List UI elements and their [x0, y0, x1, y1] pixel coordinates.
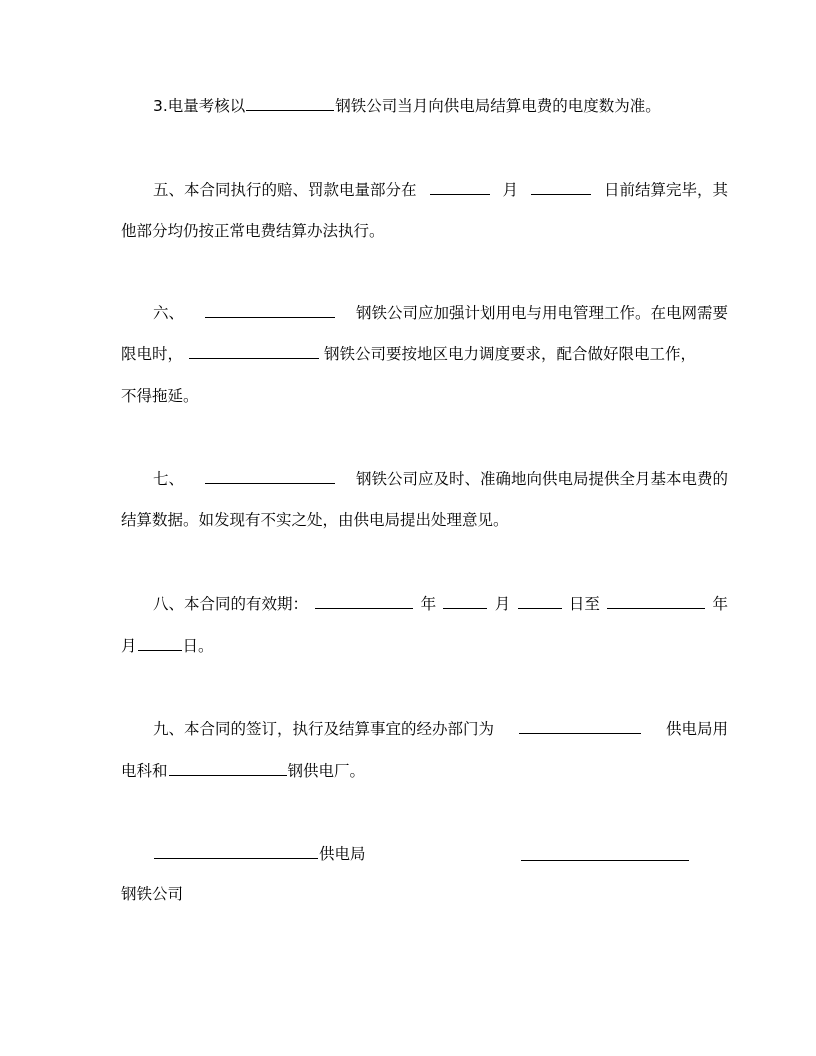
- clause-3-prefix: 3.电量考核以: [153, 97, 246, 115]
- blank-field: [315, 592, 413, 609]
- signature-left-label: 供电局: [319, 845, 366, 863]
- blank-field: [430, 178, 490, 195]
- clause-6-line-3: 不得拖延。: [121, 387, 199, 405]
- clause-6-line-1: [121, 301, 728, 325]
- blank-field: [246, 94, 334, 111]
- clause-6-line2-prefix: 限电时，: [121, 345, 184, 363]
- clause-5-mid: 月: [502, 181, 518, 199]
- clause-8-line-2: [121, 634, 696, 658]
- clause-6-prefix: 六、: [153, 304, 185, 322]
- blank-field: [189, 342, 319, 359]
- clause-8-month: 月: [494, 595, 511, 613]
- clause-8-line2-suffix: 日。: [182, 637, 214, 655]
- blank-field: [443, 592, 487, 609]
- blank-field: [531, 178, 591, 195]
- clause-8-prefix: 八、本合同的有效期：: [153, 595, 309, 613]
- spacer: [121, 855, 696, 879]
- clause-8-line2-prefix: 月: [121, 637, 137, 655]
- blank-field: [518, 592, 562, 609]
- clause-7-suffix: 钢铁公司应及时、准确地向供电局提供全月基本电费的: [355, 470, 728, 488]
- clause-5-line-2: 他部分均仍按正常电费结算办法执行。: [121, 222, 385, 240]
- clause-9-line-2: [121, 759, 696, 783]
- clause-6-line-2: [121, 342, 696, 366]
- blank-field: [607, 592, 705, 609]
- clause-8-year-2: 年: [712, 595, 728, 613]
- clause-3-suffix: 钢铁公司当月向供电局结算电费的电度数为准。: [335, 97, 661, 115]
- clause-5-suffix: 日前结算完毕，其: [603, 181, 728, 199]
- clause-9-suffix: 供电局用: [665, 720, 728, 738]
- clause-5-line-1: [121, 178, 728, 202]
- clause-9-line2-suffix: 钢供电厂。: [287, 762, 366, 780]
- clause-6-suffix: 钢铁公司应加强计划用电与用电管理工作。在电网需要: [355, 304, 728, 322]
- clause-8-line-1: [121, 592, 728, 616]
- blank-field: [138, 634, 182, 651]
- clause-7-prefix: 七、: [153, 470, 185, 488]
- clause-6-line2-suffix: 钢铁公司要按地区电力调度要求，配合做好限电工作，: [323, 345, 696, 363]
- signature-bottom-label: 钢铁公司: [121, 885, 184, 903]
- clause-3-line-1: [121, 94, 728, 118]
- blank-field: [205, 301, 335, 318]
- blank-field: [169, 759, 287, 776]
- clause-7-line-2: 结算数据。如发现有不实之处，由供电局提出处理意见。: [121, 511, 509, 529]
- clause-9-line-1: [121, 717, 728, 741]
- clause-8-day-to: 日至: [568, 595, 600, 613]
- clause-8-year: 年: [420, 595, 437, 613]
- clause-5-prefix: 五、本合同执行的赔、罚款电量部分在: [153, 181, 417, 199]
- blank-field: [519, 717, 641, 734]
- blank-field: [205, 467, 335, 484]
- clause-9-prefix: 九、本合同的签订，执行及结算事宜的经办部门为: [153, 720, 495, 738]
- clause-7-line-1: [121, 467, 728, 491]
- clause-9-line2-prefix: 电科和: [121, 762, 168, 780]
